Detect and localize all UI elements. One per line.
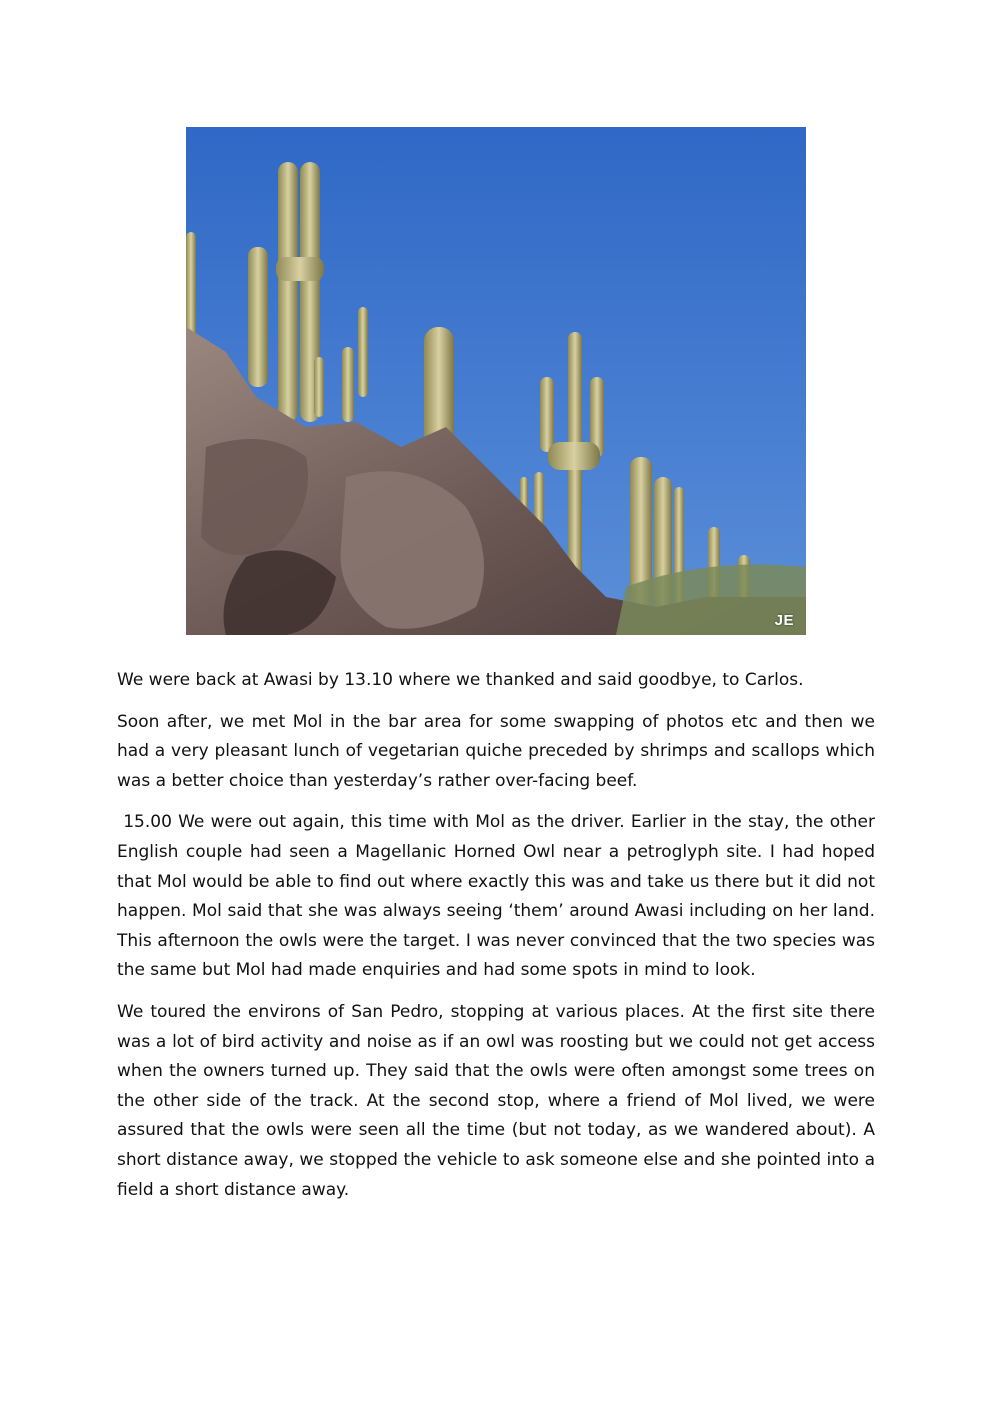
article-body bbox=[117, 666, 881, 1217]
cactus-landscape-image bbox=[186, 127, 806, 635]
paragraph-2: Soon after, we met Mol in the bar area for some swapping of photos etc and then we had a very pleasant lunch of vegetarian quiche preceded by shrimps and scallops which was a better choice than yesterday’s rather over-facing beef. bbox=[117, 711, 875, 791]
paragraph-1: We were back at Awasi by 13.10 where we thanked and said goodbye, to Carlos. bbox=[117, 670, 804, 690]
cactus-photo bbox=[186, 127, 806, 635]
paragraph-3: 15.00 We were out again, this time with Mol as the driver. Earlier in the stay, the other English couple had seen a Magellanic Horned Owl near a petroglyph site. I had hoped that Mol would be able to find out where exactly this was and take us there but it did not happen. Mol said that she was always seeing ‘them’ around Awasi including on her land. This afternoon the owls were the target. I was never convinced that the two species was the same but Mol had made enquiries and had some spots in mind to look. bbox=[117, 812, 881, 981]
paragraph-4: We toured the environs of San Pedro, stopping at various places. At the first site there was a lot of bird activity and noise as if an owl was roosting but we could not get access when the owners turned up. They said that the owls were often amongst some trees on the other side of the track. At the second stop, where a friend of Mol lived, we were assured that the owls were seen all the time (but not today, as we wandered about). A short distance away, we stopped the vehicle to ask someone else and she pointed into a field a short distance away. bbox=[117, 1001, 875, 1200]
photo-credit: JE bbox=[774, 612, 794, 629]
